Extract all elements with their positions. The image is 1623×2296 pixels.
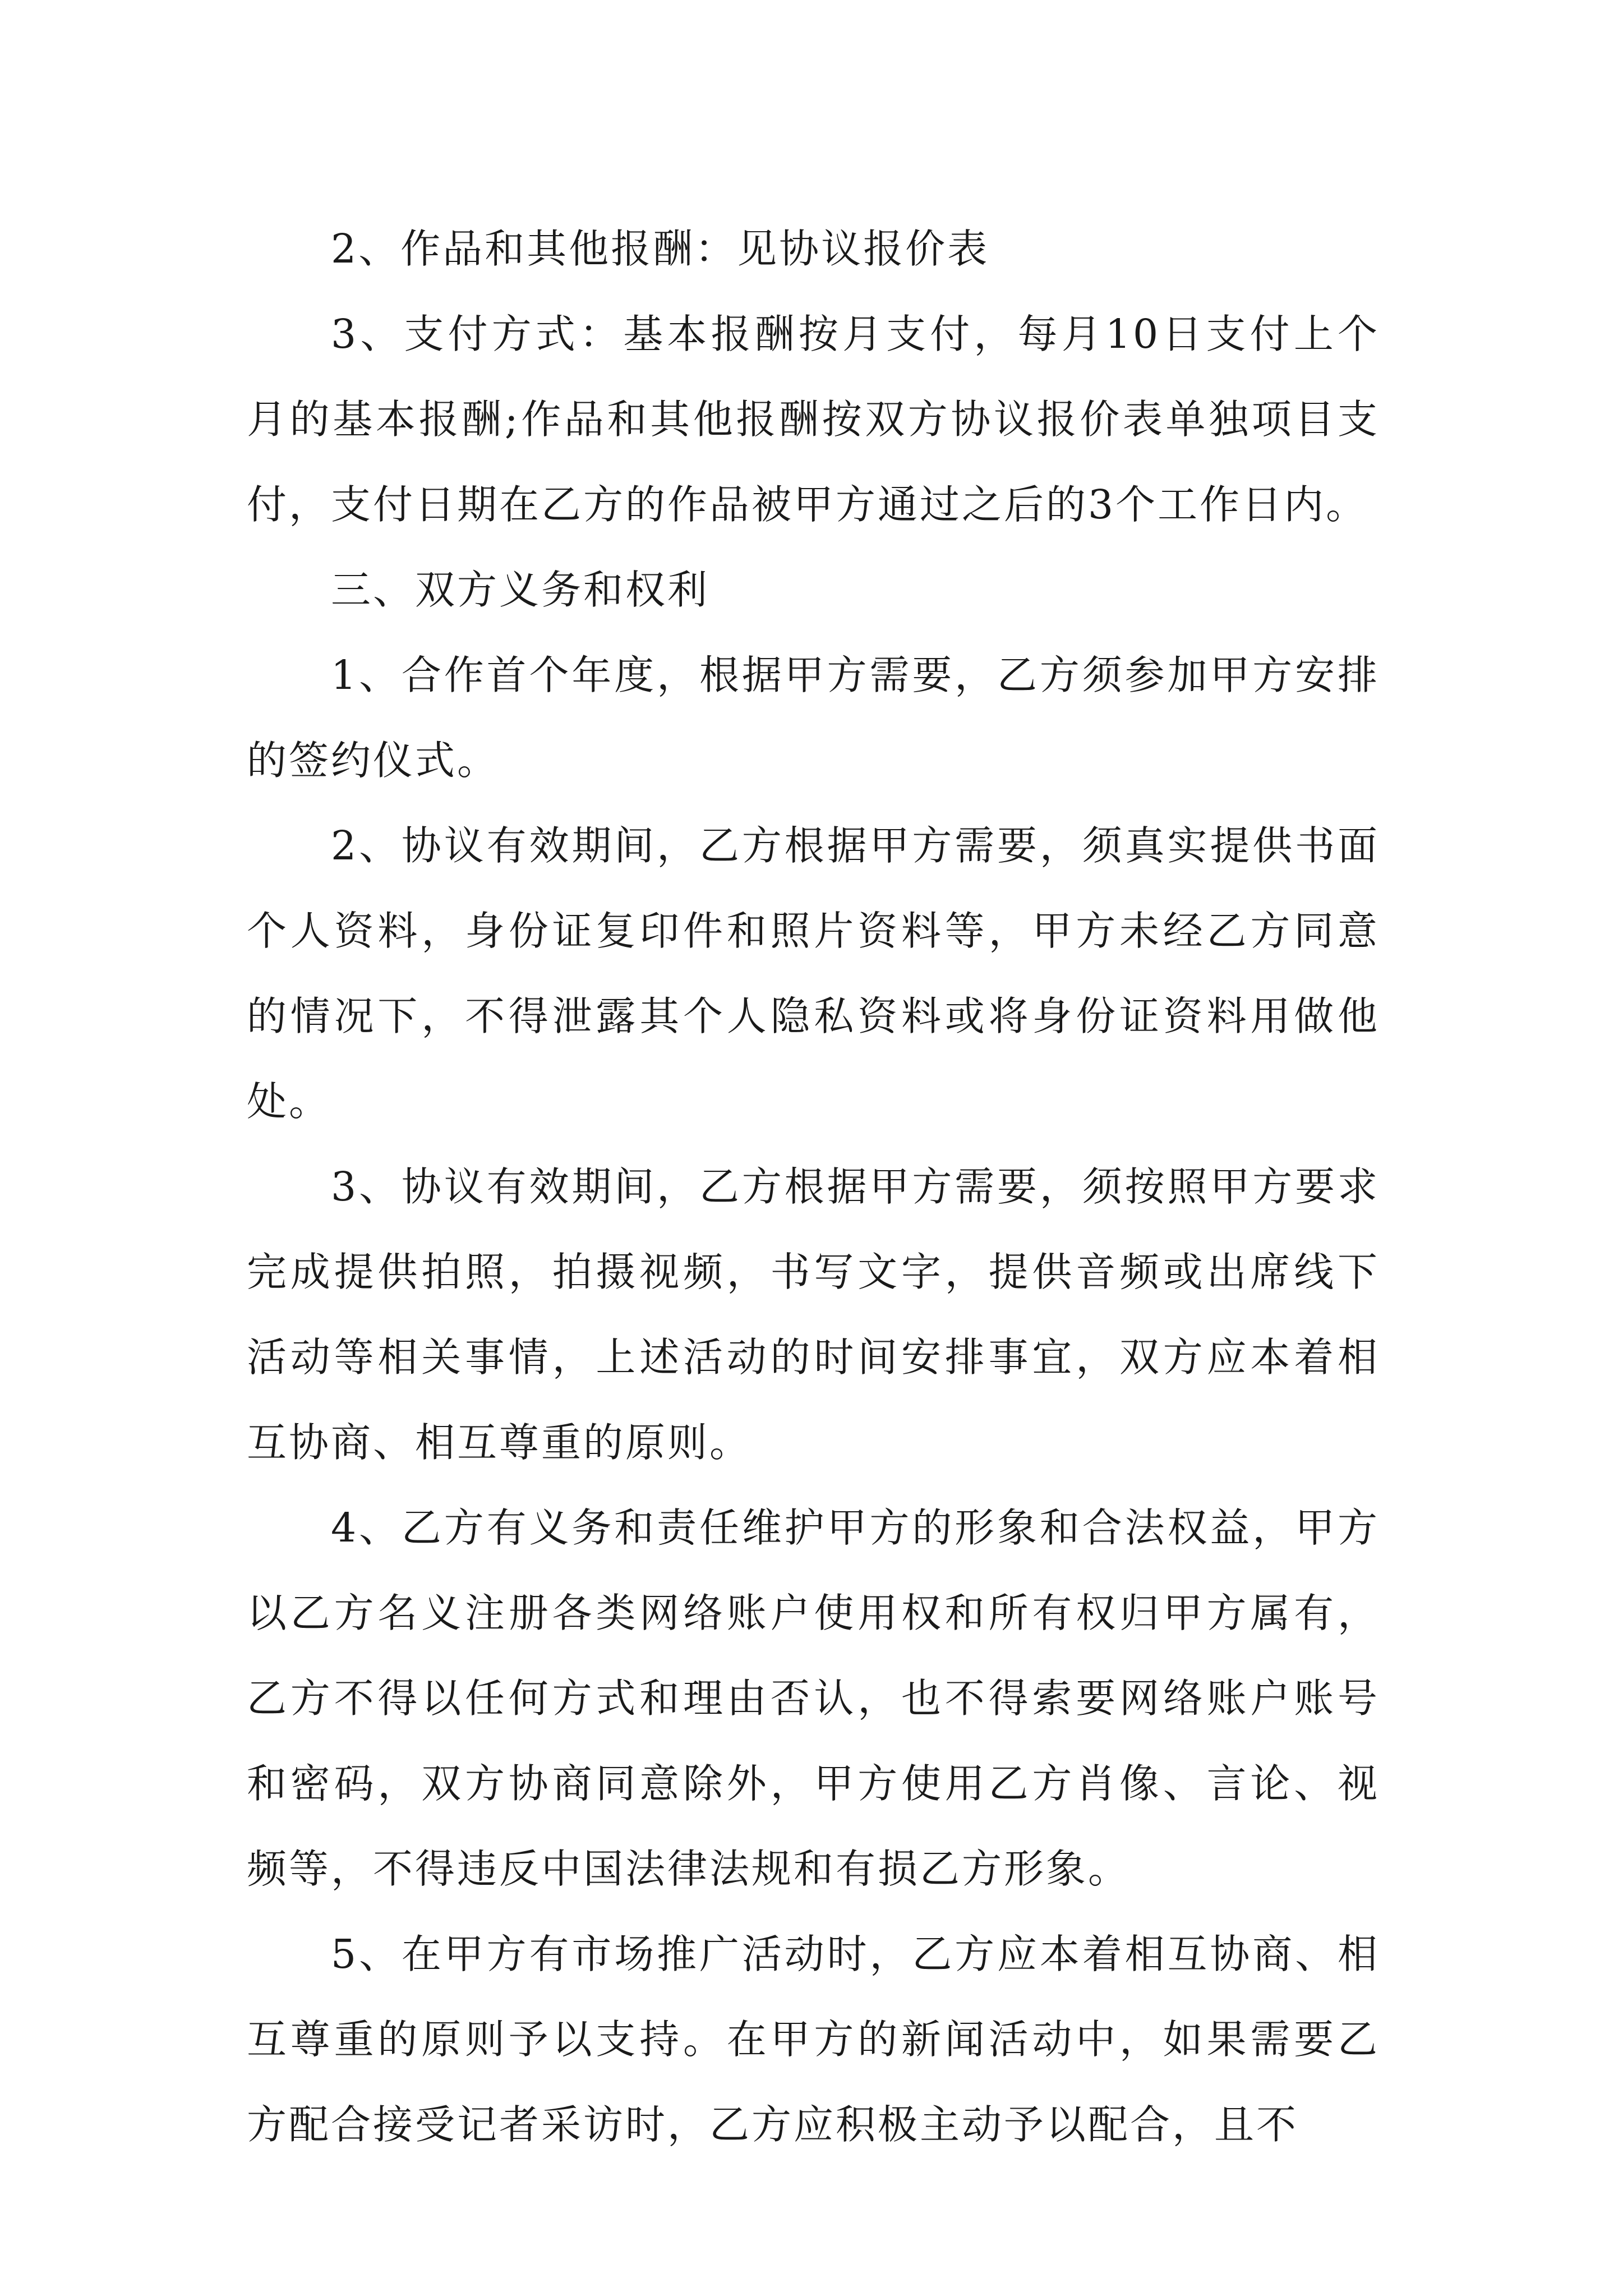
paragraph-signing-ceremony: 1、合作首个年度，根据甲方需要，乙方须参加甲方安排的签约仪式。 bbox=[247, 652, 1380, 784]
paragraph-marketing-support: 5、在甲方有市场推广活动时，乙方应本着相互协商、相互尊重的原则予以支持。在甲方的新闻活动中，如果需要乙方配合接受记者采访时，乙方应积极主动予以配合，且不 bbox=[247, 1931, 1380, 2148]
paragraph-content-production: 3、协议有效期间，乙方根据甲方需要，须按照甲方要求完成提供拍照，拍摄视频，书写文字，提供音频或出席线下活动等相关事情，上述活动的时间安排事宜，双方应本着相互协商、相互尊重的原则。 bbox=[247, 1163, 1380, 1466]
paragraph-image-rights: 4、乙方有义务和责任维护甲方的形象和合法权益，甲方以乙方名义注册各类网络账户使用权和所有权归甲方属有，乙方不得以任何方式和理由否认，也不得索要网络账户账号和密码，双方协商同意除外，甲方使用乙方肖像、言论、视频等，不得违反中国法律法规和有损乙方形象。 bbox=[247, 1504, 1380, 1892]
paragraph-compensation: 2、作品和其他报酬：见协议报价表 bbox=[331, 226, 990, 272]
document-body bbox=[247, 206, 1380, 2168]
paragraph-payment-method: 3、支付方式：基本报酬按月支付，每月10日支付上个月的基本报酬;作品和其他报酬按双方协议报价表单独项目支付，支付日期在乙方的作品被甲方通过之后的3个工作日内。 bbox=[247, 311, 1380, 528]
paragraph-personal-data: 2、协议有效期间，乙方根据甲方需要，须真实提供书面个人资料，身份证复印件和照片资料等，甲方未经乙方同意的情况下，不得泄露其个人隐私资料或将身份证资料用做他处。 bbox=[247, 822, 1380, 1125]
section-heading-obligations: 三、双方义务和权利 bbox=[331, 567, 710, 613]
